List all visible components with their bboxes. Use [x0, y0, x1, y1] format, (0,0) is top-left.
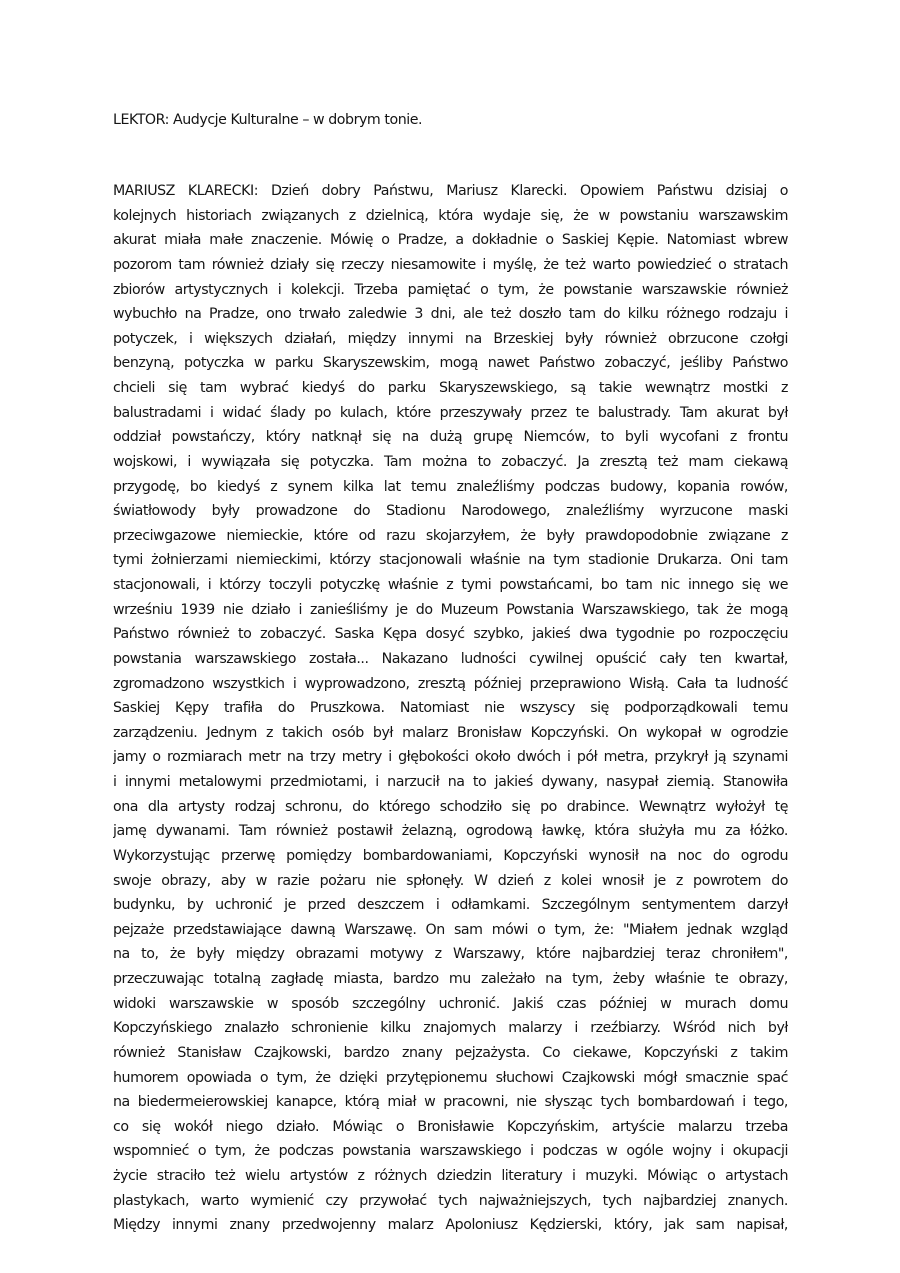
- text-line: wybuchło na Pradze, ono trwało zaledwie 3 dni, ale też doszło tam do kilku różnego rodzaju i: [113, 306, 788, 323]
- text-line: ona dla artysty rodzaj schronu, do którego schodziło się po drabince. Wewnątrz wyłożył tę: [113, 798, 788, 815]
- text-line: tymi żołnierzami niemieckimi, którzy stacjonowali właśnie na tym stadionie Drukarza. Oni tam: [113, 552, 788, 569]
- text-line: stacjonowali, i którzy toczyli potyczkę właśnie z tymi powstańcami, bo tam nic innego się we: [113, 577, 788, 593]
- text-line: balustradami i widać ślady po kulach, które przeszywały przez te balustrady. Tam akurat był: [113, 404, 788, 421]
- text-line: wspomnieć o tym, że podczas powstania warszawskiego i podczas w ogóle wojny i okupacji: [113, 1143, 788, 1160]
- text-line: widoki warszawskie w sposób szczególny uchronić. Jakiś czas później w murach domu: [113, 995, 788, 1012]
- text-line: jamę dywanami. Tam również postawił żelazną, ogrodową ławkę, która służyła mu za łóżko.: [113, 823, 788, 840]
- text-line: zarządzeniu. Jednym z takich osób był malarz Bronisław Kopczyński. On wykopał w ogrodzie: [113, 724, 788, 741]
- body-paragraph: [113, 179, 788, 1238]
- text-line: przygodę, bo kiedyś z synem kilka lat temu znaleźliśmy podczas budowy, kopania rowów,: [113, 478, 788, 495]
- text-line: potyczek, i większych działań, między innymi na Brzeskiej były również obrzucone czołgi: [113, 330, 788, 347]
- intro-line: LEKTOR: Audycje Kulturalne – w dobrym tonie.: [113, 112, 423, 128]
- text-line: zbiorów artystycznych i kolekcji. Trzeba pamiętać o tym, że powstanie warszawskie również: [113, 281, 788, 298]
- text-line: przeczuwając totalną zagładę miasta, bardzo mu zależało na tym, żeby właśnie te obrazy,: [113, 971, 788, 987]
- text-line: jamy o rozmiarach metr na trzy metry i głębokości około dwóch i pół metra, przykrył ją szynami: [113, 749, 788, 766]
- text-line: kolejnych historiach związanych z dzielnicą, która wydaje się, że w powstaniu warszawskim: [113, 207, 788, 224]
- text-line: Saskiej Kępy trafiła do Pruszkowa. Natomiast nie wszyscy się podporządkowali temu: [113, 700, 788, 717]
- text-line: Wykorzystując przerwę pomiędzy bombardowaniami, Kopczyński wynosił na noc do ogrodu: [113, 847, 788, 864]
- text-line: plastykach, warto wymienić czy przywołać tych najważniejszych, tych najbardziej znanych.: [113, 1192, 788, 1209]
- text-line: na to, że były między obrazami motywy z Warszawy, które najbardziej teraz chroniłem",: [113, 946, 788, 963]
- text-line: benzyną, potyczka w parku Skaryszewskim, mogą nawet Państwo zobaczyć, jeśliby Państwo: [113, 355, 788, 372]
- text-line: MARIUSZ KLARECKI: Dzień dobry Państwu, Mariusz Klarecki. Opowiem Państwu dzisiaj o: [113, 183, 788, 199]
- text-line: wojskowi, i wywiązała się potyczka. Tam można to zobaczyć. Ja zresztą też mam ciekawą: [113, 453, 788, 470]
- text-line: Państwo również to zobaczyć. Saska Kępa dosyć szybko, jakieś dwa tygodnie po rozpoczęciu: [113, 626, 788, 643]
- text-line: światłowody były prowadzone do Stadionu Narodowego, znaleźliśmy wyrzucone maski: [113, 503, 788, 520]
- text-line: powstania warszawskiego została... Nakazano ludności cywilnej opuścić cały ten kwartał,: [113, 650, 788, 667]
- text-line: co się wokół niego działo. Mówiąc o Bronisławie Kopczyńskim, artyście malarzu trzeba: [113, 1118, 788, 1135]
- text-line: budynku, by uchronić je przed deszczem i odłamkami. Szczególnym sentymentem darzył: [113, 897, 788, 914]
- text-line: chcieli się tam wybrać kiedyś do parku Skaryszewskiego, są takie wewnątrz mostki z: [113, 380, 788, 396]
- text-line: pejzaże przedstawiające dawną Warszawę. On sam mówi o tym, że: "Miałem jednak wzgląd: [113, 921, 788, 938]
- text-line: oddział powstańczy, który natknął się na dużą grupę Niemców, to byli wycofani z frontu: [113, 429, 788, 446]
- text-line: zgromadzono wszystkich i wyprowadzono, zresztą później przeprawiono Wisłą. Cała ta ludność: [113, 675, 788, 692]
- text-line: akurat miała małe znaczenie. Mówię o Pradze, a dokładnie o Saskiej Kępie. Natomiast wbrew: [113, 232, 788, 249]
- text-line: i innymi metalowymi przedmiotami, i narzucił na to jakieś dywany, nasypał ziemią. Stanowiła: [113, 774, 788, 790]
- text-line: pozorom tam również działy się rzeczy niesamowite i myślę, że też warto powiedzieć o stratach: [113, 256, 788, 273]
- text-line: wrześniu 1939 nie działo i zanieśliśmy je do Muzeum Powstania Warszawskiego, tak że mogą: [113, 601, 788, 618]
- text-line: Między innymi znany przedwojenny malarz Apoloniusz Kędzierski, który, jak sam napisał,: [113, 1217, 788, 1234]
- text-line: swoje obrazy, aby w razie pożaru nie spłonęły. W dzień z kolei wnosił je z powrotem do: [113, 872, 788, 889]
- text-line: życie straciło też wielu artystów z różnych dziedzin literatury i muzyki. Mówiąc o artystach: [113, 1168, 788, 1184]
- text-line: Kopczyńskiego znalazło schronienie kilku znajomych malarzy i rzeźbiarzy. Wśród nich był: [113, 1020, 788, 1037]
- text-line: również Stanisław Czajkowski, bardzo znany pejzażysta. Co ciekawe, Kopczyński z takim: [113, 1044, 788, 1061]
- text-line: humorem opowiada o tym, że dzięki przytępionemu słuchowi Czajkowski mógł smacznie spać: [113, 1069, 788, 1086]
- text-line: przeciwgazowe niemieckie, które od razu skojarzyłem, że były prawdopodobnie związane z: [113, 527, 788, 544]
- text-line: na biedermeierowskiej kanapce, którą miał w pracowni, nie słysząc tych bombardowań i tego,: [113, 1094, 788, 1111]
